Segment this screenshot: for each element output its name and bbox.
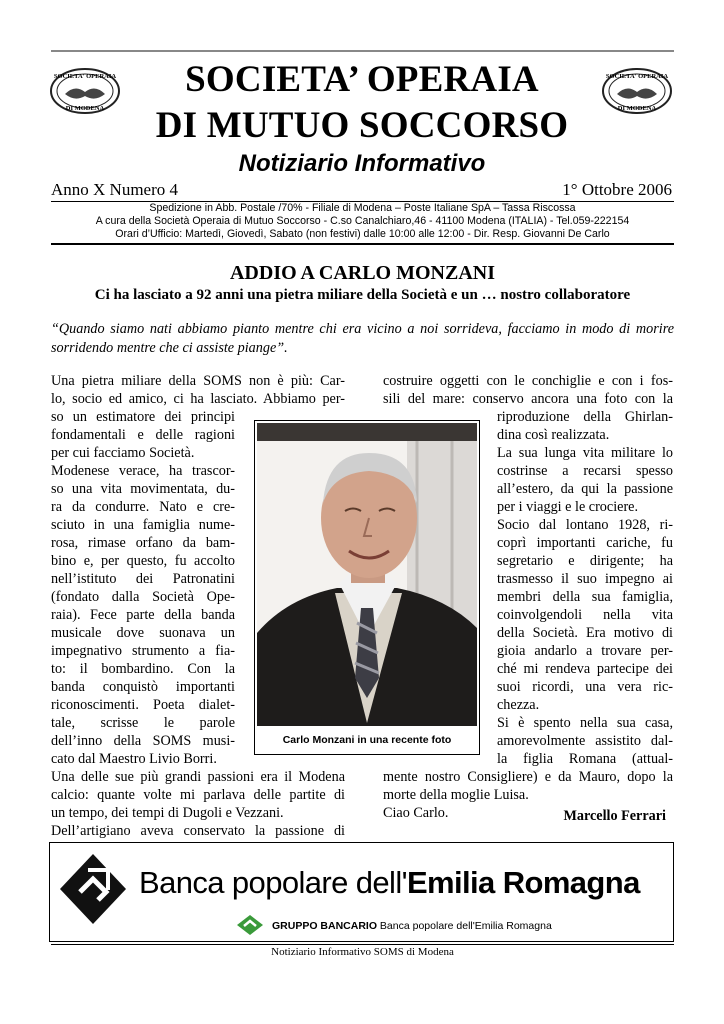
body-text-line: nell’istituto dei Patronatini: [51, 571, 235, 587]
masthead-title-line2: DI MUTUO SOCCORSO: [155, 105, 569, 146]
body-text-line: trasmesso il suo impegno ai: [497, 571, 673, 587]
bank-name-regular: Banca popolare dell': [139, 865, 407, 900]
svg-text:SOCIETA' OPERAIA: SOCIETA' OPERAIA: [53, 73, 117, 80]
body-text-line: chezza.: [497, 697, 540, 713]
bank-name-bold: Emilia Romagna: [406, 865, 640, 900]
body-text-line: banda conquistò importanti: [51, 679, 235, 695]
bank-logo-icon: [58, 852, 128, 926]
info-line-hours: Orari d’Ufficio: Martedì, Giovedì, Sabato (non festivi) dalle 10:00 alle 12:00 - Dir. Resp. Giovanni De Carlo: [115, 228, 610, 240]
body-text-line: suoi ricordi, una vera ric-: [497, 679, 673, 695]
body-text-line: lo, socio ed amico, ci ha lasciato. Abbiamo per-: [51, 391, 345, 407]
body-text-line: morte della moglie Luisa.: [383, 787, 529, 803]
body-text-line: della Società. Era motivo di: [497, 625, 673, 641]
portrait-photo: [257, 423, 477, 726]
issue-date: 1° Ottobre 2006: [562, 180, 672, 199]
body-text-line: so una vita movimentata, du-: [51, 481, 235, 497]
body-text-line: ché mi rendeva partecipe dei: [497, 661, 673, 677]
body-text-line: membri della sua famiglia,: [497, 589, 673, 605]
body-text-line: La sua lunga vita militare lo: [497, 445, 673, 461]
body-text-line: sciuto in una famiglia nume-: [51, 517, 235, 533]
body-text-line: rosa, rimase orfano da bam-: [51, 535, 235, 551]
body-text-line: un tempo, dei tempi di Dugoli e Vezzani.: [51, 805, 284, 821]
body-text-line: Una delle sue più grandi passioni era il Modena: [51, 769, 345, 785]
group-label-bold: GRUPPO BANCARIO: [272, 920, 378, 932]
body-text-line: musicale dove suonava un: [51, 625, 235, 641]
body-text-line: Modenese verace, ha trascor-: [51, 463, 235, 479]
body-text-line: per i viaggi e le crociere.: [497, 499, 639, 515]
top-rule: [51, 50, 674, 52]
body-text-line: all’estero, da qui la passione: [497, 481, 673, 497]
body-text-line: dell’inno della SOMS musi-: [51, 733, 235, 749]
footer-rule: [51, 944, 674, 945]
body-text-line: tale, scrisse le parole: [51, 715, 235, 731]
body-text-line: amorevolmente assistito dal-: [497, 733, 673, 749]
svg-text:SOCIETA' OPERAIA: SOCIETA' OPERAIA: [605, 73, 669, 80]
article-quote: [51, 320, 674, 358]
body-text-line: Ciao Carlo.: [383, 805, 449, 821]
body-text-line: segretario e dirigente; ha: [497, 553, 673, 569]
body-text-line: ra da condurre. Nato e cre-: [51, 499, 235, 515]
quote-line: “Quando siamo nati abbiamo pianto mentre chi era vicino a noi sorrideva, facciamo in modo di morire: [51, 321, 674, 337]
body-text-line: sili del mare: conservo ancora una foto con la: [383, 391, 673, 407]
body-text-line: mente nostro Consigliere) e da Mauro, dopo la: [383, 769, 673, 785]
photo-caption: Carlo Monzani in una recente foto: [282, 734, 452, 746]
group-logo-icon: [236, 914, 264, 936]
body-text-line: cato dal Maestro Livio Borri.: [51, 751, 217, 767]
issue-number: Anno X Numero 4: [51, 180, 179, 199]
body-text-line: bino e, per questo, fu accolto: [51, 553, 235, 569]
body-text-line: coprì importanti cariche, fu: [497, 535, 673, 551]
masthead-title-line1: SOCIETA’ OPERAIA: [185, 59, 539, 100]
masthead-subtitle: Notiziario Informativo: [238, 150, 486, 177]
body-text-line: Si è spento nella sua casa,: [497, 715, 673, 731]
info-line-address: A cura della Società Operaia di Mutuo Soccorso - C.so Canalchiaro,46 - 41100 Modena (ITALIA) - Tel.059-222154: [95, 215, 630, 227]
masthead-bottom-rule: [51, 243, 674, 245]
body-text-line: to: il bombardino. Con la: [51, 661, 235, 677]
body-text-line: (fondato dalla Società Ope-: [51, 589, 235, 605]
group-label-rest: Banca popolare dell'Emilia Romagna: [377, 920, 552, 932]
body-text-line: costruire oggetti con le conchiglie e con i fos-: [383, 373, 673, 389]
body-text-line: dina così realizzata.: [497, 427, 610, 443]
body-text-line: per cui facciamo Società.: [51, 445, 195, 461]
quote-line: sorridendo mentre che ci assiste piange”.: [51, 340, 288, 356]
bank-group-line: [272, 920, 552, 932]
body-text-line: Socio dal lontano 1928, ri-: [497, 517, 673, 533]
body-text-line: coinvolgendoli nella vita: [497, 607, 673, 623]
svg-text:DI MODENA: DI MODENA: [65, 105, 105, 112]
body-text-line: fondamentali e delle ragioni: [51, 427, 235, 443]
page-footer: Notiziario Informativo SOMS di Modena: [271, 946, 454, 958]
body-text-line: riconoscimenti. Poeta dialet-: [51, 697, 235, 713]
body-text-line: Una pietra miliare della SOMS non è più: Car-: [51, 373, 345, 389]
article-subhead: Ci ha lasciato a 92 anni una pietra miliare della Società e un … nostro collaboratore: [94, 287, 631, 303]
info-line-postal: Spedizione in Abb. Postale /70% - Filiale di Modena – Poste Italiane SpA – Tassa Riscossa: [149, 202, 576, 214]
bank-name: [139, 865, 640, 901]
body-text-line: raia). Fece parte della banda: [51, 607, 235, 623]
article-signature: Marcello Ferrari: [563, 808, 666, 824]
body-text-line: Dell’artigiano aveva conservato la passione di: [51, 823, 345, 839]
svg-text:DI MODENA: DI MODENA: [617, 105, 657, 112]
body-text-line: gioia andarlo a trovare per-: [497, 643, 673, 659]
body-text-line: la figlia Romana (attual-: [497, 751, 673, 767]
body-text-line: impegnativo strumento a fia-: [51, 643, 235, 659]
body-text-line: so un estimatore dei principi: [51, 409, 235, 425]
article-headline: ADDIO A CARLO MONZANI: [229, 262, 496, 284]
body-text-line: calcio: quante volte mi parlava delle partite di: [51, 787, 345, 803]
body-text-line: costrinse a recarsi spesso: [497, 463, 673, 479]
body-text-line: riproduzione della Ghirlan-: [497, 409, 673, 425]
